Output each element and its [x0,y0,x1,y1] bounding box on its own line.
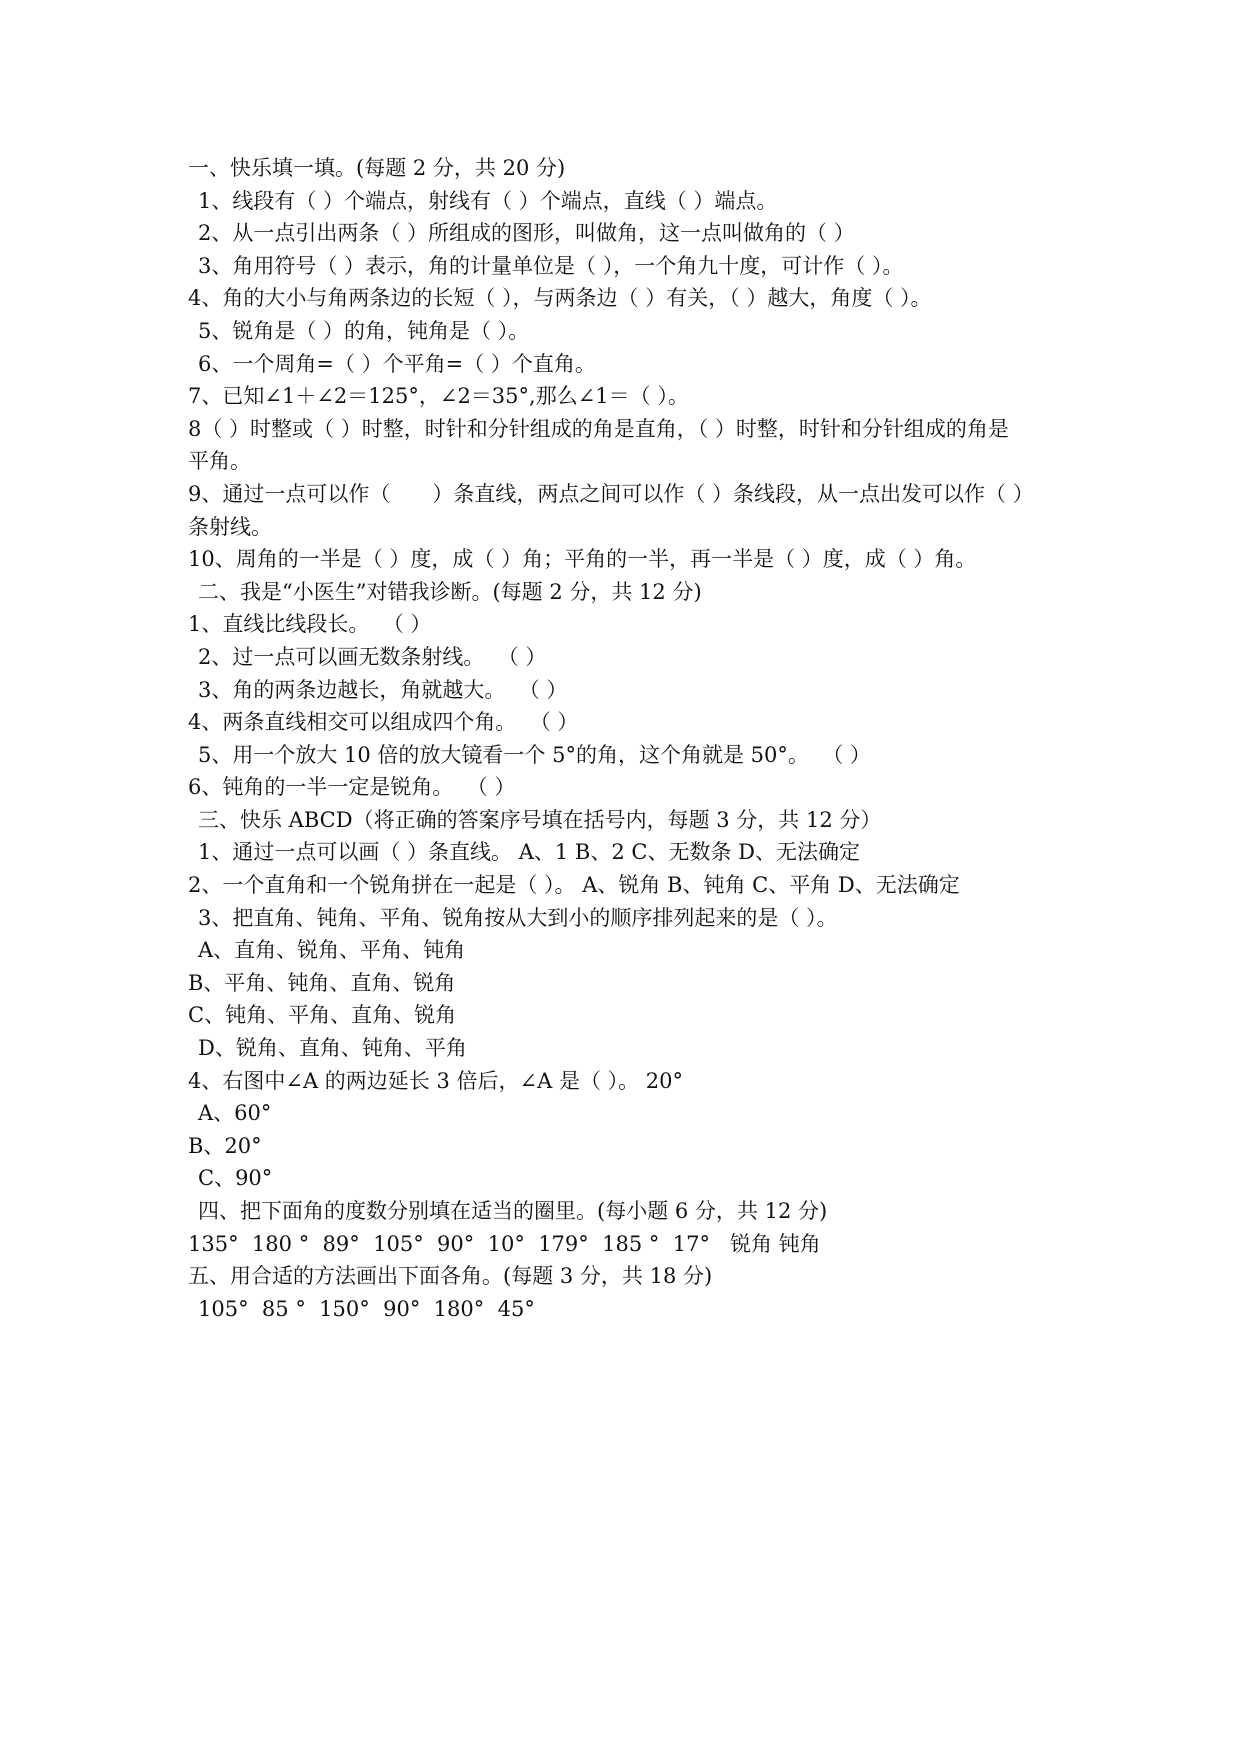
text-line: 2、从一点引出两条（ ）所组成的图形，叫做角，这一点叫做角的（ ） [198,221,855,246]
text-line: 3、角的两条边越长，角就越大。 （ ） [198,677,568,702]
text-line: 6、一个周角=（ ）个平角=（ ）个直角。 [198,351,596,376]
text-line: 四、把下面角的度数分别填在适当的圈里。(每小题 6 分，共 12 分) [198,1199,828,1223]
text-line: 2、过一点可以画无数条射线。 （ ） [198,644,547,669]
text-line: 135° 180 ° 89° 105° 90° 10° 179° 185 ° 17° 锐角 钝角 [188,1231,821,1256]
text-line: D、锐角、直角、钝角、平角 [198,1036,467,1061]
text-line: 7、已知∠1＋∠2＝125°，∠2＝35°,那么∠1＝（ ）。 [188,384,689,409]
text-line: 2、一个直角和一个锐角拼在一起是（ ）。 A、锐角 B、钝角 C、平角 D、无法确定 [188,873,960,898]
text-line: 1、直线比线段长。 （ ） [188,612,432,637]
text-line: C、钝角、平角、直角、锐角 [188,1003,457,1028]
text-line: 4、右图中∠A 的两边延长 3 倍后，∠A 是（ ）。 20° [188,1068,684,1093]
text-line: 6、钝角的一半一定是锐角。 （ ） [188,775,516,800]
text-line: 8（ ）时整或（ ）时整，时针和分针组成的角是直角，（ ）时整，时针和分针组成的角是 [188,416,1009,441]
text-line: B、20° [188,1133,262,1158]
worksheet-content [188,152,1088,1325]
text-line: 3、把直角、钝角、平角、锐角按从大到小的顺序排列起来的是（ ）。 [198,905,838,930]
text-line: 二、我是“小医生”对错我诊断。(每题 2 分，共 12 分) [198,579,702,604]
text-line: 5、锐角是（ ）的角，钝角是（ ）。 [198,318,530,343]
text-line: 平角。 [188,449,251,474]
text-line: 9、通过一点可以作（ ）条直线，两点之间可以作（ ）条线段，从一点出发可以作（ ） [188,481,1034,506]
text-line: 105° 85 ° 150° 90° 180° 45° [198,1296,535,1321]
text-line: B、平角、钝角、直角、锐角 [188,970,456,995]
text-line: 10、周角的一半是（ ）度，成（ ）角；平角的一半，再一半是（ ）度，成（ ）角。 [188,547,977,572]
text-line: 4、两条直线相交可以组成四个角。 （ ） [188,710,579,735]
text-line: C、90° [198,1166,273,1191]
text-line: 1、线段有（ ）个端点，射线有（ ）个端点，直线（ ）端点。 [198,188,778,213]
text-line: 三、快乐 ABCD（将正确的答案序号填在括号内，每题 3 分，共 12 分） [198,807,882,832]
text-line: 5、用一个放大 10 倍的放大镜看一个 5°的角，这个角就是 50°。 （ ） [198,742,871,767]
text-line: 4、角的大小与角两条边的长短（ ），与两条边（ ）有关，（ ）越大，角度（ ）。 [188,286,932,311]
text-line: A、直角、锐角、平角、钝角 [198,938,466,963]
text-line: 3、角用符号（ ）表示，角的计量单位是（ ），一个角九十度，可计作（ ）。 [198,253,904,278]
text-line: 1、通过一点可以画（ ）条直线。 A、1 B、2 C、无数条 D、无法确定 [198,840,860,865]
text-line: 条射线。 [188,514,272,539]
text-line: A、60° [198,1101,272,1126]
text-line: 一、快乐填一填。(每题 2 分，共 20 分) [188,156,566,180]
text-line: 五、用合适的方法画出下面各角。(每题 3 分，共 18 分) [188,1264,713,1289]
